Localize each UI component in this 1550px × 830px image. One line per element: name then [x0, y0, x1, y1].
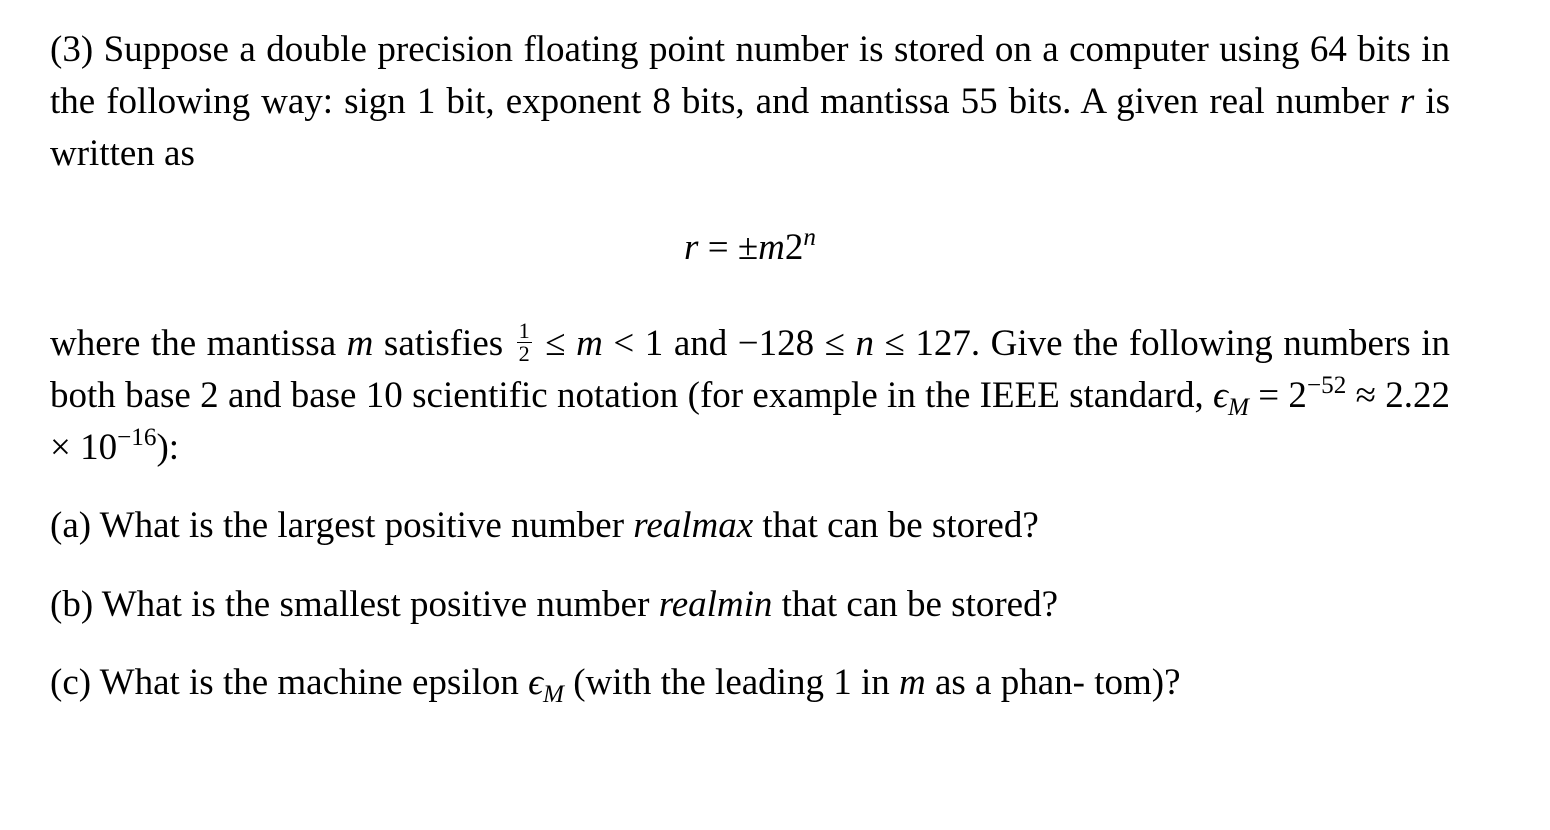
- eq-m: m: [758, 227, 785, 268]
- problem-intro-paragraph: [50, 24, 1450, 180]
- constraints-paragraph: [50, 318, 1450, 474]
- leq-sign: ≤: [534, 323, 577, 364]
- fraction-denominator: 2: [518, 341, 530, 367]
- var-n: n: [855, 323, 875, 364]
- question-a-text-end: that can be stored?: [753, 505, 1039, 546]
- constraint-text-6: ≈ 2.22 × 10: [50, 375, 1450, 468]
- epsilon-symbol-2: ϵ: [528, 662, 544, 703]
- constraint-text: where the mantissa: [50, 323, 347, 364]
- question-c: [50, 657, 1450, 709]
- constraint-text-5: = 2: [1248, 375, 1307, 416]
- term-realmin: realmin: [658, 584, 773, 625]
- eq-sign: =: [698, 227, 738, 268]
- intro-text-end: is written as: [50, 81, 1450, 174]
- var-m-2: m: [576, 323, 603, 364]
- question-c-text: (c) What is the machine epsilon: [50, 662, 529, 703]
- fraction-numerator: 1: [518, 317, 530, 343]
- question-c-text-end: as a phan- tom)?: [925, 662, 1181, 703]
- question-a-text: (a) What is the largest positive number: [50, 505, 634, 546]
- epsilon-symbol: ϵ: [1213, 375, 1228, 416]
- eq-lhs: r: [684, 227, 699, 268]
- eq-base: 2: [784, 227, 804, 268]
- question-a: [50, 500, 1450, 552]
- question-b-text: (b) What is the smallest positive number: [50, 584, 659, 625]
- constraint-text-4: ≤ 127. Give the following numbers in both base 2 and base 10 scientific notation (for example in the IEEE standard,: [50, 323, 1451, 416]
- var-r: r: [1399, 81, 1415, 122]
- eq-exp: n: [803, 224, 816, 252]
- constraint-text-3: < 1 and −128 ≤: [602, 323, 856, 364]
- exponent-neg52: −52: [1306, 372, 1347, 400]
- eq-pm: ±: [737, 227, 759, 268]
- var-m-3: m: [898, 662, 926, 703]
- constraint-text-end: ):: [156, 427, 180, 468]
- var-m: m: [346, 323, 374, 364]
- fraction-one-half: [517, 317, 532, 367]
- question-c-text-2: (with the leading 1 in: [563, 662, 899, 703]
- epsilon-subscript-2: M: [543, 680, 564, 708]
- exponent-neg16: −16: [117, 424, 157, 452]
- intro-text: (3) Suppose a double precision floating point number is stored on a computer using 64 bits in the following way: sign 1 bit, exponent 8 bits, and mantissa 55 bits. A given real number: [50, 29, 1450, 122]
- question-b-text-end: that can be stored?: [772, 584, 1059, 625]
- constraint-text-2: satisfies: [373, 323, 514, 364]
- question-b: [50, 579, 1450, 631]
- term-realmax: realmax: [633, 505, 754, 546]
- display-equation: [50, 222, 1450, 274]
- epsilon-subscript: M: [1227, 393, 1249, 421]
